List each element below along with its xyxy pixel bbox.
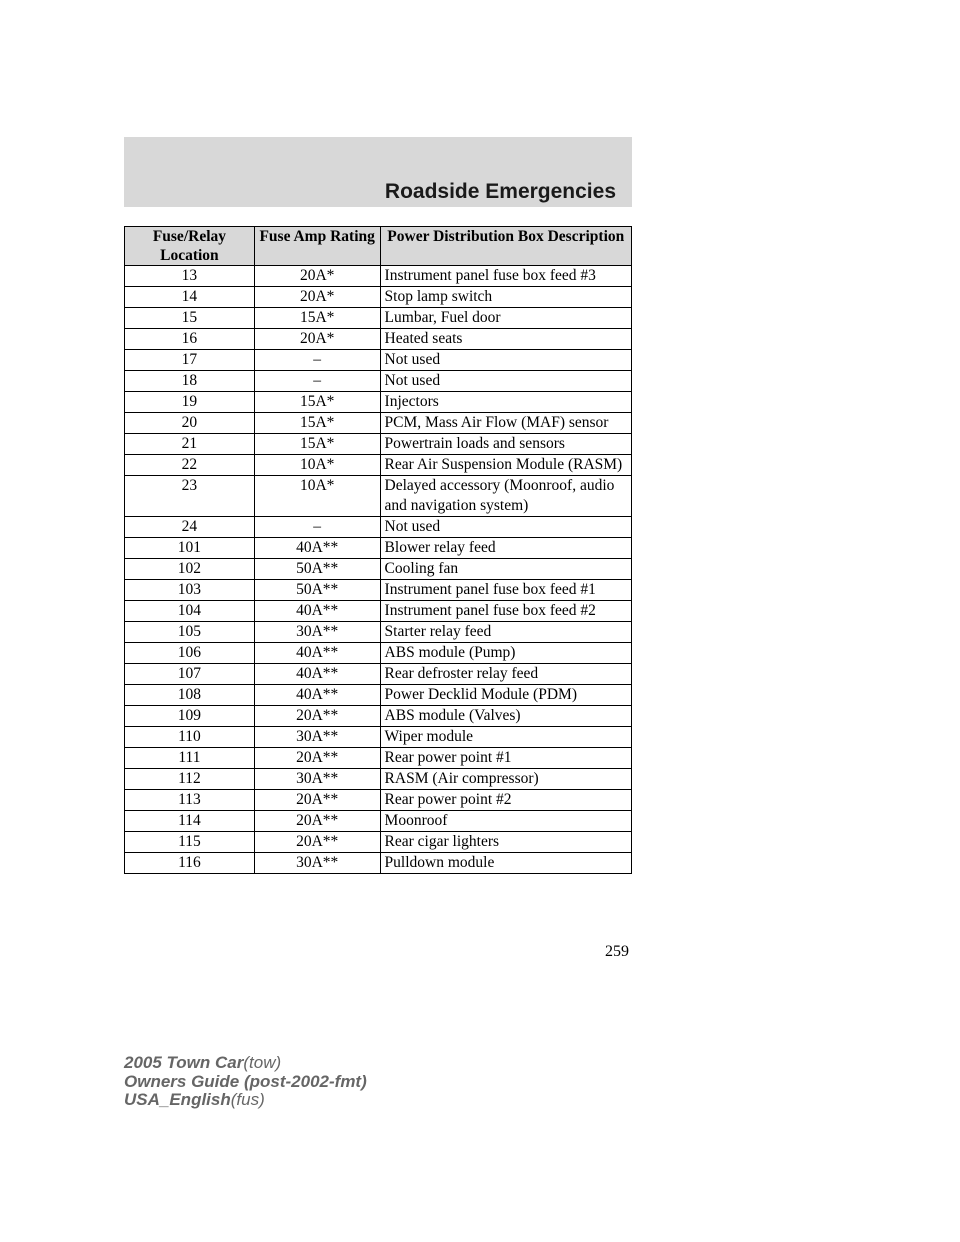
cell-description: Injectors — [380, 392, 631, 413]
cell-description: Wiper module — [380, 727, 631, 748]
document-footer — [124, 1054, 367, 1110]
cell-location: 109 — [125, 706, 255, 727]
table-row — [125, 538, 632, 559]
cell-location: 24 — [125, 517, 255, 538]
cell-description: Instrument panel fuse box feed #3 — [380, 266, 631, 287]
cell-location: 104 — [125, 601, 255, 622]
cell-location: 112 — [125, 769, 255, 790]
cell-rating: – — [254, 517, 380, 538]
cell-location: 19 — [125, 392, 255, 413]
cell-rating: 20A** — [254, 811, 380, 832]
cell-rating: 30A** — [254, 769, 380, 790]
cell-description: Blower relay feed — [380, 538, 631, 559]
cell-rating: 20A** — [254, 832, 380, 853]
cell-rating: 15A* — [254, 308, 380, 329]
column-header-rating: Fuse Amp Rating — [254, 227, 380, 266]
table-row — [125, 790, 632, 811]
cell-location: 105 — [125, 622, 255, 643]
cell-description: ABS module (Valves) — [380, 706, 631, 727]
table-row — [125, 517, 632, 538]
cell-description: Not used — [380, 350, 631, 371]
table-row — [125, 580, 632, 601]
table-row — [125, 308, 632, 329]
table-row — [125, 455, 632, 476]
cell-location: 22 — [125, 455, 255, 476]
section-header-band — [124, 137, 632, 207]
table-row — [125, 769, 632, 790]
table-row — [125, 413, 632, 434]
cell-rating: 40A** — [254, 664, 380, 685]
cell-description: Powertrain loads and sensors — [380, 434, 631, 455]
table-row — [125, 266, 632, 287]
cell-description: Rear cigar lighters — [380, 832, 631, 853]
cell-rating: 20A* — [254, 287, 380, 308]
table-header-row — [125, 227, 632, 266]
cell-description: Rear power point #2 — [380, 790, 631, 811]
cell-location: 116 — [125, 853, 255, 874]
table-row — [125, 601, 632, 622]
cell-rating: 40A** — [254, 538, 380, 559]
cell-rating: 20A** — [254, 748, 380, 769]
cell-rating: 20A** — [254, 706, 380, 727]
table-row — [125, 559, 632, 580]
cell-rating: 20A* — [254, 329, 380, 350]
cell-description: Delayed accessory (Moonroof, audio and navigation system) — [380, 476, 631, 517]
cell-location: 114 — [125, 811, 255, 832]
cell-rating: 40A** — [254, 685, 380, 706]
footer-guide: Owners Guide (post-2002-fmt) — [124, 1071, 367, 1091]
cell-location: 13 — [125, 266, 255, 287]
cell-description: Instrument panel fuse box feed #1 — [380, 580, 631, 601]
table-row — [125, 832, 632, 853]
table-row — [125, 287, 632, 308]
cell-rating: 40A** — [254, 601, 380, 622]
table-row — [125, 350, 632, 371]
cell-location: 18 — [125, 371, 255, 392]
cell-description: RASM (Air compressor) — [380, 769, 631, 790]
cell-rating: – — [254, 350, 380, 371]
table-row — [125, 664, 632, 685]
cell-location: 111 — [125, 748, 255, 769]
cell-description: Cooling fan — [380, 559, 631, 580]
cell-rating: 10A* — [254, 476, 380, 517]
cell-rating: 15A* — [254, 434, 380, 455]
cell-location: 113 — [125, 790, 255, 811]
table-row — [125, 706, 632, 727]
table-row — [125, 329, 632, 350]
table-body — [125, 266, 632, 874]
cell-description: Not used — [380, 517, 631, 538]
cell-rating: – — [254, 371, 380, 392]
table-row — [125, 371, 632, 392]
section-title: Roadside Emergencies — [384, 180, 616, 203]
cell-location: 21 — [125, 434, 255, 455]
cell-description: Moonroof — [380, 811, 631, 832]
cell-location: 102 — [125, 559, 255, 580]
cell-location: 107 — [125, 664, 255, 685]
cell-location: 15 — [125, 308, 255, 329]
cell-description: Starter relay feed — [380, 622, 631, 643]
footer-language: USA_English — [124, 1090, 231, 1109]
table-row — [125, 434, 632, 455]
cell-description: Not used — [380, 371, 631, 392]
table-row — [125, 622, 632, 643]
cell-rating: 30A** — [254, 853, 380, 874]
table-row — [125, 748, 632, 769]
cell-location: 23 — [125, 476, 255, 517]
column-header-description: Power Distribution Box Description — [380, 227, 631, 266]
cell-rating: 30A** — [254, 727, 380, 748]
table-row — [125, 392, 632, 413]
table-row — [125, 853, 632, 874]
table-row — [125, 476, 632, 517]
cell-location: 101 — [125, 538, 255, 559]
cell-description: Power Decklid Module (PDM) — [380, 685, 631, 706]
cell-description: Lumbar, Fuel door — [380, 308, 631, 329]
table-row — [125, 727, 632, 748]
cell-description: Rear Air Suspension Module (RASM) — [380, 455, 631, 476]
cell-description: PCM, Mass Air Flow (MAF) sensor — [380, 413, 631, 434]
cell-description: Instrument panel fuse box feed #2 — [380, 601, 631, 622]
fuse-table — [124, 226, 632, 874]
table-row — [125, 811, 632, 832]
cell-location: 115 — [125, 832, 255, 853]
cell-description: Rear power point #1 — [380, 748, 631, 769]
cell-description: Heated seats — [380, 329, 631, 350]
table-row — [125, 685, 632, 706]
cell-rating: 50A** — [254, 580, 380, 601]
footer-model-code: (tow) — [243, 1053, 282, 1072]
footer-model: 2005 Town Car — [124, 1053, 244, 1072]
cell-location: 20 — [125, 413, 255, 434]
cell-location: 17 — [125, 350, 255, 371]
cell-rating: 15A* — [254, 413, 380, 434]
cell-location: 106 — [125, 643, 255, 664]
table-row — [125, 643, 632, 664]
cell-description: Stop lamp switch — [380, 287, 631, 308]
cell-rating: 10A* — [254, 455, 380, 476]
cell-rating: 40A** — [254, 643, 380, 664]
cell-location: 16 — [125, 329, 255, 350]
column-header-location: Fuse/Relay Location — [125, 227, 255, 266]
cell-description: ABS module (Pump) — [380, 643, 631, 664]
cell-location: 14 — [125, 287, 255, 308]
cell-rating: 50A** — [254, 559, 380, 580]
cell-location: 108 — [125, 685, 255, 706]
cell-rating: 30A** — [254, 622, 380, 643]
cell-location: 103 — [125, 580, 255, 601]
cell-rating: 20A** — [254, 790, 380, 811]
cell-location: 110 — [125, 727, 255, 748]
cell-description: Pulldown module — [380, 853, 631, 874]
cell-description: Rear defroster relay feed — [380, 664, 631, 685]
cell-rating: 15A* — [254, 392, 380, 413]
footer-language-code: (fus) — [230, 1090, 265, 1109]
cell-rating: 20A* — [254, 266, 380, 287]
page-number: 259 — [605, 943, 629, 960]
